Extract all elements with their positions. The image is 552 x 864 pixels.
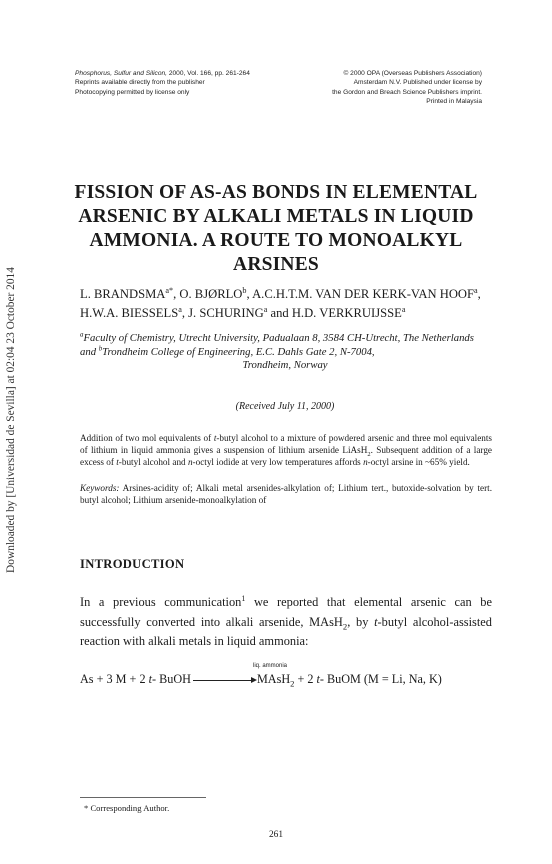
abstract-text: -octyl arsine in ~65% yield. [367, 457, 470, 467]
keywords-label: Keywords: [80, 483, 120, 493]
journal-header-left [75, 69, 285, 97]
received-date: (Received July 11, 2000) [235, 401, 335, 412]
printed-line: Printed in Malaysia [426, 98, 482, 106]
author-sup: a [263, 304, 268, 314]
affil-sup-b: b [98, 344, 103, 353]
author-sup: a [178, 304, 182, 314]
reprints-note: Reprints available directly from the publisher [75, 79, 205, 87]
equation-italic: t [148, 672, 152, 686]
journal-header-right [282, 69, 482, 107]
abstract-text: -butyl alcohol to a mixture of powdered arsenic and three mol equivalents of lithium in liquid ammonia gives a suspension of lithium arsenide LiAsH [80, 433, 492, 455]
intro-sub: 2 [342, 620, 348, 631]
author-name: , H.W.A. BIESSELS [80, 287, 481, 320]
introduction-paragraph [80, 593, 492, 652]
abstract-italic: t [213, 433, 217, 443]
intro-text: we reported that elemental arsenic can be successfully converted into alkali arsenide, MAsH [80, 595, 492, 629]
reaction-condition: liq. ammonia [252, 663, 287, 669]
author-sup: a [401, 304, 406, 314]
equation-sub: 2 [290, 678, 295, 689]
equation-rhs: + 2 [294, 672, 317, 686]
page-number: 261 [268, 830, 284, 840]
abstract-text: . Subsequent addition of a large excess of [80, 445, 492, 467]
affil-utrecht: Faculty of Chemistry, Utrecht University, Padualaan 8, 3584 CH-Utrecht, The Netherlands and [80, 332, 474, 358]
abstract [80, 432, 492, 468]
imprint-line: the Gordon and Breach Science Publishers imprint. [332, 88, 482, 96]
intro-text: -butyl alcohol-assisted reaction with alkali metals in liquid ammonia: [80, 614, 492, 648]
journal-ref: 2000, Vol. 166, pp. 261-264 [167, 70, 250, 77]
photocopy-note: Photocopying permitted by license only [75, 88, 190, 96]
journal-citation [75, 69, 285, 78]
equation-rhs: - BuOM (M = Li, Na, K) [319, 672, 442, 686]
affil-sup-a: a [80, 330, 84, 339]
author-list [80, 285, 490, 323]
author-name: L. BRANDSMA [80, 287, 166, 301]
abstract-text: -octyl iodide at very low temperatures affords [192, 457, 364, 467]
affiliations [80, 332, 490, 373]
copyright-line: © 2000 OPA (Overseas Publishers Association) [343, 70, 482, 77]
affil-trondheim: Trondheim College of Engineering, E.C. Dahls Gate 2, N-7004, [102, 345, 375, 358]
author-sup: a [474, 285, 478, 295]
keywords [80, 482, 492, 506]
author-name: and H.D. VERKRUIJSSE [267, 306, 402, 320]
abstract-text: Addition of two mol equivalents of [80, 433, 214, 443]
equation-italic: t [316, 672, 320, 686]
footnote-divider [80, 797, 206, 798]
equation-rhs: MAsH [256, 672, 291, 686]
author-name: , O. BJØRLO [173, 287, 243, 301]
reaction-arrow-icon [193, 680, 255, 681]
author-sup: a* [165, 285, 174, 295]
license-line: Amsterdam N.V. Published under license by [353, 79, 482, 87]
journal-name: Phosphorus, Sulfur and Silicon, [75, 70, 168, 77]
affil-city: Trondheim, Norway [242, 359, 328, 372]
author-sup: b [242, 285, 247, 295]
footnote-corresponding-author: * Corresponding Author. [84, 803, 170, 813]
paper-title: FISSION OF AS-AS BONDS IN ELEMENTAL ARSENIC BY ALKALI METALS IN LIQUID AMMONIA. A ROUTE TO MONOALKYL ARSINES [74, 182, 478, 275]
author-name: , J. SCHURING [181, 306, 264, 320]
citation-ref[interactable]: 1 [241, 593, 246, 603]
abstract-italic: t [116, 457, 119, 467]
abstract-italic: n [363, 457, 368, 467]
reaction-equation [80, 672, 492, 687]
equation-lhs: - BuOH [152, 672, 191, 686]
abstract-italic: n [187, 457, 193, 467]
keywords-text: Arsines-acidity of; Alkali metal arsenides-alkylation of; Lithium tert., butoxide-solvation by tert. butyl alcohol; Lithium arsenide-monoalkylation of [80, 483, 492, 505]
download-watermark-text: Downloaded by [Universidad de Sevilla] at 02:04 23 October 2014 [5, 267, 17, 573]
equation-lhs: As + 3 M + 2 [80, 672, 149, 686]
abstract-sub: 2 [367, 450, 371, 458]
intro-text: , by [347, 614, 375, 629]
intro-italic: t [374, 614, 378, 629]
intro-text: In a previous communication [80, 595, 242, 609]
download-watermark [3, 200, 19, 640]
abstract-text: -butyl alcohol and [118, 457, 188, 467]
section-heading-introduction: INTRODUCTION [80, 557, 185, 571]
author-name: , A.C.H.T.M. VAN DER KERK-VAN HOOF [246, 287, 475, 301]
